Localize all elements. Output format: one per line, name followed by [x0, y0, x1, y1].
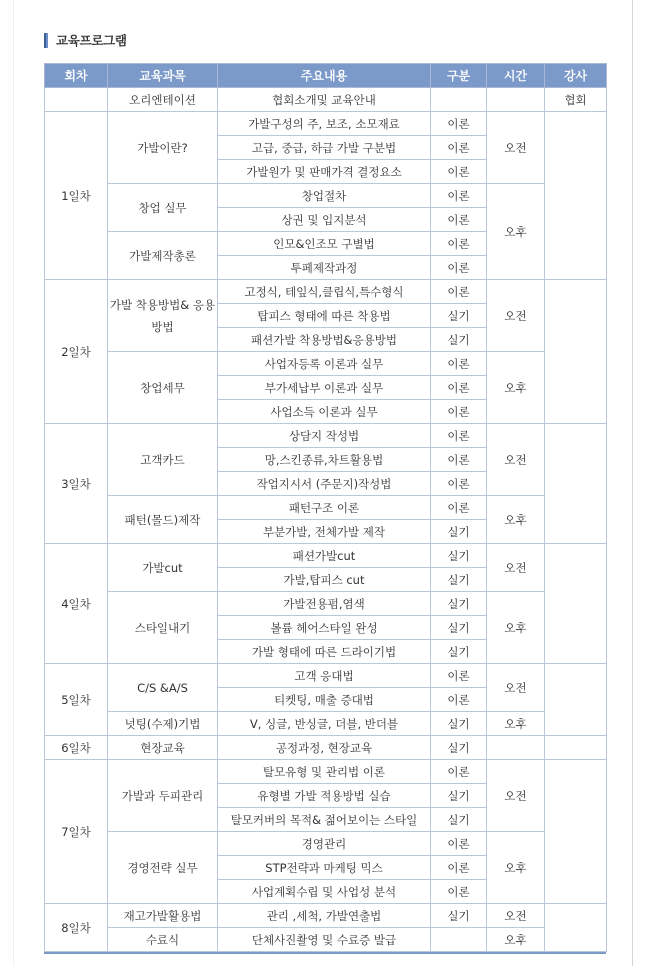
content-cell: 패션가발 착용방법&응용방법 — [218, 328, 431, 352]
subject-cell: 넛팅(수제)기법 — [108, 712, 218, 736]
time-cell: 오후 — [487, 184, 545, 280]
content-cell: STP전략과 마케팅 믹스 — [218, 856, 431, 880]
content-cell: 부가세납부 이론과 실무 — [218, 376, 431, 400]
subject-cell: 창업 실무 — [108, 184, 218, 232]
subject-cell: 경영전략 실무 — [108, 832, 218, 904]
time-cell: 오전 — [487, 664, 545, 712]
type-cell: 실기 — [431, 640, 487, 664]
content-cell: 볼륨 헤어스타일 완성 — [218, 616, 431, 640]
type-cell: 실기 — [431, 328, 487, 352]
table-row — [45, 280, 607, 304]
subject-cell: 스타일내기 — [108, 592, 218, 664]
type-cell: 이론 — [431, 376, 487, 400]
instructor-cell — [545, 904, 607, 952]
content-cell: 협회소개및 교육안내 — [218, 88, 431, 112]
content-cell: 가발구성의 주, 보조, 소모재료 — [218, 112, 431, 136]
type-cell: 이론 — [431, 136, 487, 160]
session-cell: 4일차 — [45, 544, 108, 664]
table-row — [45, 352, 607, 376]
table-header-row — [45, 64, 607, 88]
table-row — [45, 88, 607, 112]
content-cell: 가발원가 및 판매가격 결정요소 — [218, 160, 431, 184]
session-cell: 6일차 — [45, 736, 108, 760]
time-cell: 오후 — [487, 592, 545, 664]
type-cell: 이론 — [431, 688, 487, 712]
header-content: 주요내용 — [218, 64, 431, 88]
subject-cell: 가발 착용방법& 응용방법 — [108, 280, 218, 352]
instructor-cell — [545, 424, 607, 544]
content-cell: 고객 응대법 — [218, 664, 431, 688]
content-cell: 창업절차 — [218, 184, 431, 208]
education-program-table — [44, 63, 607, 952]
instructor-cell — [545, 280, 607, 424]
time-cell: 오전 — [487, 280, 545, 352]
time-cell: 오후 — [487, 712, 545, 736]
table-row — [45, 736, 607, 760]
type-cell: 이론 — [431, 448, 487, 472]
content-cell: V, 싱글, 반싱글, 더블, 반더블 — [218, 712, 431, 736]
time-cell: 오전 — [487, 112, 545, 184]
header-session: 회차 — [45, 64, 108, 88]
subject-cell: 수료식 — [108, 928, 218, 952]
content-cell: 투페제작과정 — [218, 256, 431, 280]
subject-cell: 가발제작총론 — [108, 232, 218, 280]
content-cell: 탈모커버의 목적& 젊어보이는 스타일 — [218, 808, 431, 832]
time-cell: 오전 — [487, 424, 545, 496]
content-cell: 공정과정, 현장교육 — [218, 736, 431, 760]
table-row — [45, 184, 607, 208]
table-row — [45, 904, 607, 928]
session-cell: 2일차 — [45, 280, 108, 424]
content-cell: 단체사진촬영 및 수료증 발급 — [218, 928, 431, 952]
content-cell: 패션가발cut — [218, 544, 431, 568]
table-bottom-border — [44, 952, 606, 954]
type-cell: 이론 — [431, 280, 487, 304]
page-right-border — [632, 0, 633, 966]
type-cell: 이론 — [431, 400, 487, 424]
subject-cell: 현장교육 — [108, 736, 218, 760]
table-row — [45, 928, 607, 952]
instructor-cell — [545, 664, 607, 736]
instructor-cell: 협회 — [545, 88, 607, 112]
type-cell: 실기 — [431, 736, 487, 760]
time-cell: 오전 — [487, 544, 545, 592]
content-cell: 부분가발, 전체가발 제작 — [218, 520, 431, 544]
time-cell: 오후 — [487, 832, 545, 904]
type-cell — [431, 88, 487, 112]
type-cell: 실기 — [431, 808, 487, 832]
header-type: 구분 — [431, 64, 487, 88]
session-cell: 3일차 — [45, 424, 108, 544]
time-cell: 오후 — [487, 496, 545, 544]
table-row — [45, 592, 607, 616]
program-table-wrapper — [44, 63, 606, 952]
type-cell: 실기 — [431, 592, 487, 616]
time-cell — [487, 736, 545, 760]
subject-cell: 오리엔테이션 — [108, 88, 218, 112]
type-cell: 실기 — [431, 544, 487, 568]
type-cell: 이론 — [431, 232, 487, 256]
content-cell: 상권 및 입지분석 — [218, 208, 431, 232]
type-cell: 이론 — [431, 664, 487, 688]
time-cell: 오후 — [487, 352, 545, 424]
subject-cell: 가발이란? — [108, 112, 218, 184]
subject-cell: 가발cut — [108, 544, 218, 592]
type-cell: 이론 — [431, 760, 487, 784]
subject-cell: 창업세무 — [108, 352, 218, 424]
subject-cell: C/S &A/S — [108, 664, 218, 712]
header-subject: 교육과목 — [108, 64, 218, 88]
header-time: 시간 — [487, 64, 545, 88]
session-cell: 1일차 — [45, 112, 108, 280]
instructor-cell — [545, 112, 607, 280]
type-cell: 실기 — [431, 712, 487, 736]
session-cell: 7일차 — [45, 760, 108, 904]
instructor-cell — [545, 736, 607, 760]
subject-cell: 고객카드 — [108, 424, 218, 496]
type-cell: 실기 — [431, 784, 487, 808]
content-cell: 고급, 중급, 하급 가발 구분법 — [218, 136, 431, 160]
type-cell: 이론 — [431, 496, 487, 520]
table-row — [45, 544, 607, 568]
content-cell: 가발,탑피스 cut — [218, 568, 431, 592]
type-cell: 이론 — [431, 184, 487, 208]
content-cell: 티켓팅, 매출 증대법 — [218, 688, 431, 712]
table-row — [45, 424, 607, 448]
subject-cell: 패턴(몰드)제작 — [108, 496, 218, 544]
type-cell: 실기 — [431, 520, 487, 544]
section-header — [44, 30, 127, 50]
content-cell: 패턴구조 이론 — [218, 496, 431, 520]
content-cell: 경영관리 — [218, 832, 431, 856]
type-cell: 이론 — [431, 160, 487, 184]
section-marker-icon — [44, 33, 48, 48]
table-row — [45, 712, 607, 736]
table-row — [45, 112, 607, 136]
content-cell: 사업자등록 이론과 실무 — [218, 352, 431, 376]
table-row — [45, 832, 607, 856]
instructor-cell — [545, 544, 607, 664]
type-cell — [431, 928, 487, 952]
type-cell: 이론 — [431, 832, 487, 856]
instructor-cell — [545, 760, 607, 904]
content-cell: 유형별 가발 적용방법 실습 — [218, 784, 431, 808]
table-row — [45, 496, 607, 520]
time-cell: 오전 — [487, 904, 545, 928]
type-cell: 실기 — [431, 304, 487, 328]
header-instructor: 강사 — [545, 64, 607, 88]
content-cell: 망,스킨종류,차트활용법 — [218, 448, 431, 472]
type-cell: 실기 — [431, 568, 487, 592]
time-cell — [487, 88, 545, 112]
type-cell: 이론 — [431, 472, 487, 496]
session-cell: 8일차 — [45, 904, 108, 952]
type-cell: 이론 — [431, 856, 487, 880]
type-cell: 이론 — [431, 208, 487, 232]
section-title: 교육프로그램 — [56, 33, 127, 48]
content-cell: 사업소득 이론과 실무 — [218, 400, 431, 424]
content-cell: 사업계획수립 및 사업성 분석 — [218, 880, 431, 904]
session-cell: 5일차 — [45, 664, 108, 736]
content-cell: 가발전용펌,염색 — [218, 592, 431, 616]
type-cell: 이론 — [431, 112, 487, 136]
session-cell — [45, 88, 108, 112]
content-cell: 탑피스 형태에 따른 착용법 — [218, 304, 431, 328]
type-cell: 이론 — [431, 352, 487, 376]
type-cell: 실기 — [431, 904, 487, 928]
content-cell: 고정식, 테잎식,클립식,특수형식 — [218, 280, 431, 304]
type-cell: 이론 — [431, 256, 487, 280]
time-cell: 오후 — [487, 928, 545, 952]
type-cell: 실기 — [431, 616, 487, 640]
subject-cell: 가발과 두피관리 — [108, 760, 218, 832]
page-left-border — [13, 0, 14, 966]
content-cell: 관리 ,세척, 가발연출법 — [218, 904, 431, 928]
subject-cell: 재고가발활용법 — [108, 904, 218, 928]
table-row — [45, 760, 607, 784]
type-cell: 이론 — [431, 424, 487, 448]
table-row — [45, 664, 607, 688]
content-cell: 가발 형태에 따른 드라이기법 — [218, 640, 431, 664]
content-cell: 상담지 작성법 — [218, 424, 431, 448]
content-cell: 작업지시서 (주문지)작성법 — [218, 472, 431, 496]
content-cell: 탈모유형 및 관리법 이론 — [218, 760, 431, 784]
content-cell: 인모&인조모 구별법 — [218, 232, 431, 256]
time-cell: 오전 — [487, 760, 545, 832]
type-cell: 이론 — [431, 880, 487, 904]
